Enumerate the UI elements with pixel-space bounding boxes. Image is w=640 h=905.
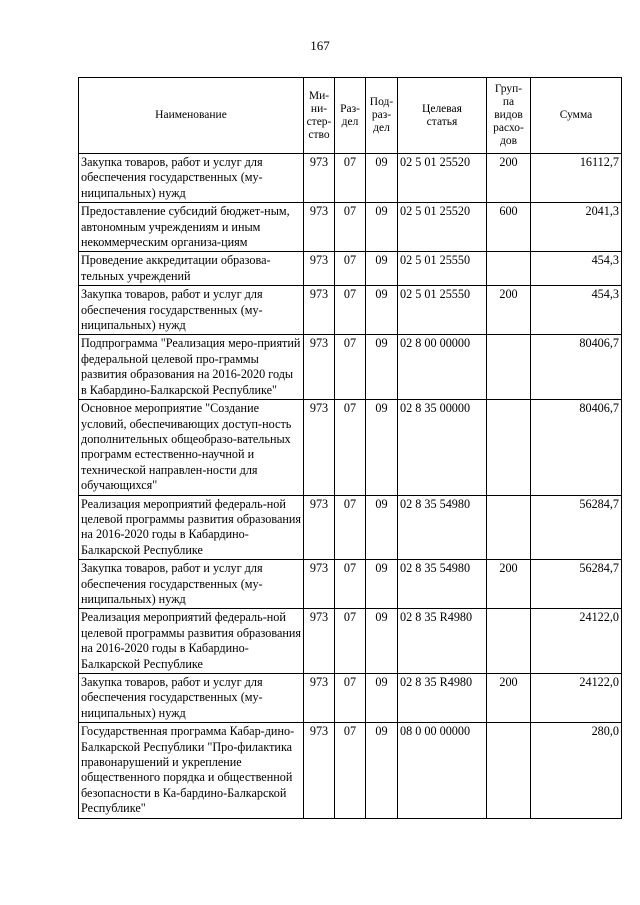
cell-amount: 24122,0 xyxy=(531,674,622,723)
budget-table xyxy=(78,77,622,819)
cell-name: Подпрограмма "Реализация меро-приятий федеральной целевой про-граммы развития образования на 2016-2020 годы в Кабардино-Балкарской Республике" xyxy=(79,335,304,400)
cell-target-item: 02 8 00 00000 xyxy=(398,335,487,400)
cell-ministry: 973 xyxy=(304,723,335,818)
cell-expense-group xyxy=(487,723,531,818)
cell-subsection: 09 xyxy=(366,609,398,674)
cell-section: 07 xyxy=(335,560,366,609)
cell-subsection: 09 xyxy=(366,286,398,335)
cell-subsection: 09 xyxy=(366,674,398,723)
cell-ministry: 973 xyxy=(304,674,335,723)
cell-subsection: 09 xyxy=(366,400,398,495)
table-body xyxy=(79,154,622,819)
cell-subsection: 09 xyxy=(366,252,398,286)
cell-expense-group xyxy=(487,609,531,674)
cell-target-item: 02 5 01 25550 xyxy=(398,286,487,335)
cell-amount: 24122,0 xyxy=(531,609,622,674)
cell-ministry: 973 xyxy=(304,286,335,335)
cell-target-item: 02 8 35 00000 xyxy=(398,400,487,495)
cell-amount: 16112,7 xyxy=(531,154,622,203)
header-subsection: Под- раз- дел xyxy=(366,78,398,154)
table-row xyxy=(79,400,622,495)
cell-target-item: 02 8 35 R4980 xyxy=(398,674,487,723)
cell-name: Государственная программа Кабар-дино-Балкарской Республики "Про-филактика правонарушений и укрепление общественного порядка и общественной безопасности в Ка-бардино-Балкарской Республике" xyxy=(79,723,304,818)
cell-subsection: 09 xyxy=(366,723,398,818)
cell-target-item: 02 5 01 25520 xyxy=(398,203,487,252)
cell-target-item: 02 8 35 54980 xyxy=(398,560,487,609)
cell-name: Закупка товаров, работ и услуг для обеспечения государственных (му-ниципальных) нужд xyxy=(79,286,304,335)
header-ministry: Ми- ни- стер- ство xyxy=(304,78,335,154)
cell-section: 07 xyxy=(335,203,366,252)
cell-expense-group: 200 xyxy=(487,560,531,609)
cell-section: 07 xyxy=(335,609,366,674)
cell-section: 07 xyxy=(335,335,366,400)
cell-ministry: 973 xyxy=(304,495,335,560)
cell-name: Закупка товаров, работ и услуг для обеспечения государственных (му-ниципальных) нужд xyxy=(79,154,304,203)
cell-subsection: 09 xyxy=(366,335,398,400)
cell-subsection: 09 xyxy=(366,560,398,609)
header-amount: Сумма xyxy=(531,78,622,154)
cell-name: Закупка товаров, работ и услуг для обеспечения государственных (му-ниципальных) нужд xyxy=(79,560,304,609)
cell-section: 07 xyxy=(335,154,366,203)
cell-section: 07 xyxy=(335,723,366,818)
cell-expense-group xyxy=(487,400,531,495)
cell-section: 07 xyxy=(335,400,366,495)
table-row xyxy=(79,674,622,723)
cell-amount: 56284,7 xyxy=(531,560,622,609)
cell-section: 07 xyxy=(335,674,366,723)
cell-target-item: 02 5 01 25520 xyxy=(398,154,487,203)
cell-amount: 454,3 xyxy=(531,252,622,286)
cell-ministry: 973 xyxy=(304,252,335,286)
cell-target-item: 02 8 35 R4980 xyxy=(398,609,487,674)
table-row xyxy=(79,252,622,286)
cell-amount: 56284,7 xyxy=(531,495,622,560)
table-row xyxy=(79,560,622,609)
cell-name: Предоставление субсидий бюджет-ным, автономным учреждениям и иным некоммерческим организа-циям xyxy=(79,203,304,252)
table-header xyxy=(79,78,622,154)
cell-expense-group xyxy=(487,252,531,286)
page-number: 167 xyxy=(310,38,330,53)
header-target-item: Целевая статья xyxy=(398,78,487,154)
cell-amount: 80406,7 xyxy=(531,335,622,400)
header-expense-group: Груп- па видов расхо- дов xyxy=(487,78,531,154)
cell-name: Проведение аккредитации образова-тельных учреждений xyxy=(79,252,304,286)
cell-section: 07 xyxy=(335,252,366,286)
cell-target-item: 02 8 35 54980 xyxy=(398,495,487,560)
cell-ministry: 973 xyxy=(304,335,335,400)
table-row xyxy=(79,286,622,335)
cell-ministry: 973 xyxy=(304,203,335,252)
cell-subsection: 09 xyxy=(366,495,398,560)
cell-expense-group: 200 xyxy=(487,154,531,203)
cell-name: Реализация мероприятий федераль-ной целевой программы развития образования на 2016-2020 годы в Кабардино-Балкарской Республике xyxy=(79,609,304,674)
cell-subsection: 09 xyxy=(366,203,398,252)
cell-amount: 280,0 xyxy=(531,723,622,818)
table-row xyxy=(79,203,622,252)
table-row xyxy=(79,723,622,818)
cell-amount: 80406,7 xyxy=(531,400,622,495)
table-row xyxy=(79,495,622,560)
cell-amount: 454,3 xyxy=(531,286,622,335)
cell-expense-group: 200 xyxy=(487,286,531,335)
cell-amount: 2041,3 xyxy=(531,203,622,252)
cell-ministry: 973 xyxy=(304,609,335,674)
cell-ministry: 973 xyxy=(304,400,335,495)
cell-subsection: 09 xyxy=(366,154,398,203)
table-row xyxy=(79,335,622,400)
cell-expense-group: 200 xyxy=(487,674,531,723)
cell-name: Основное мероприятие "Создание условий, обеспечивающих доступ-ность дополнительных общеобразо-вательных программ естественно-научной и технической направлен-ности для обучающихся" xyxy=(79,400,304,495)
cell-expense-group xyxy=(487,495,531,560)
cell-section: 07 xyxy=(335,495,366,560)
cell-target-item: 08 0 00 00000 xyxy=(398,723,487,818)
cell-target-item: 02 5 01 25550 xyxy=(398,252,487,286)
header-name: Наименование xyxy=(79,78,304,154)
header-section: Раз- дел xyxy=(335,78,366,154)
cell-expense-group: 600 xyxy=(487,203,531,252)
table-row xyxy=(79,154,622,203)
table-row xyxy=(79,609,622,674)
cell-name: Реализация мероприятий федераль-ной целевой программы развития образования на 2016-2020 годы в Кабардино-Балкарской Республике xyxy=(79,495,304,560)
cell-ministry: 973 xyxy=(304,560,335,609)
cell-expense-group xyxy=(487,335,531,400)
header-row xyxy=(79,78,622,154)
cell-ministry: 973 xyxy=(304,154,335,203)
cell-name: Закупка товаров, работ и услуг для обеспечения государственных (му-ниципальных) нужд xyxy=(79,674,304,723)
cell-section: 07 xyxy=(335,286,366,335)
